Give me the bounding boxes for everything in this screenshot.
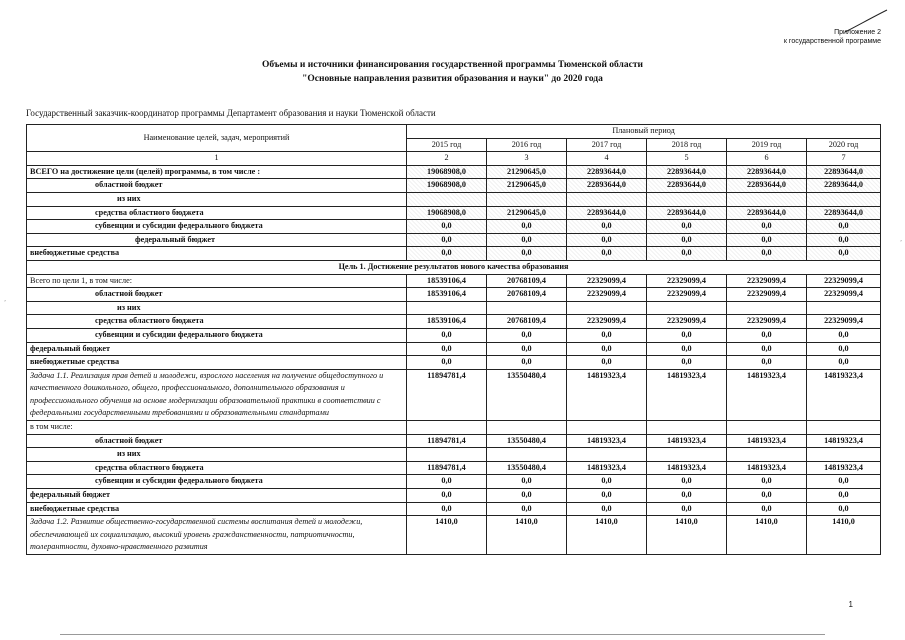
- document-title: [0, 58, 905, 86]
- row-of-which: [27, 192, 881, 206]
- value-cell: 0,0: [727, 489, 807, 503]
- value-cell: 0,0: [407, 220, 487, 234]
- col-number: 4: [567, 152, 647, 166]
- value-cell: 1410,0: [567, 516, 647, 555]
- value-cell: [727, 448, 807, 462]
- value-cell: 0,0: [807, 475, 881, 489]
- value-cell: 0,0: [727, 247, 807, 261]
- value-cell: 22329099,4: [727, 274, 807, 288]
- value-cell: 0,0: [567, 475, 647, 489]
- value-cell: 0,0: [647, 356, 727, 370]
- row-federal-budget: [27, 489, 881, 503]
- value-cell: [567, 448, 647, 462]
- program-customer: Государственный заказчик-координатор программы Департамент образования и науки Тюменской области: [26, 108, 436, 118]
- value-cell: 0,0: [647, 233, 727, 247]
- value-cell: [487, 421, 567, 435]
- value-cell: 0,0: [647, 247, 727, 261]
- row-label: средства областного бюджета: [27, 461, 407, 475]
- value-cell: 0,0: [807, 356, 881, 370]
- appendix-line2: к государственной программе: [783, 38, 881, 45]
- row-label: Всего по цели 1, в том числе:: [27, 274, 407, 288]
- value-cell: 0,0: [807, 328, 881, 342]
- value-cell: 22329099,4: [567, 274, 647, 288]
- value-cell: 1410,0: [487, 516, 567, 555]
- row-label: из них: [27, 448, 407, 462]
- col-header-year: 2015 год: [407, 138, 487, 152]
- row-label: внебюджетные средства: [27, 356, 407, 370]
- value-cell: 0,0: [807, 502, 881, 516]
- appendix-line1: Приложение 2: [834, 29, 881, 36]
- value-cell: [807, 192, 881, 206]
- value-cell: 22893644,0: [647, 206, 727, 220]
- value-cell: 21290645,0: [487, 179, 567, 193]
- value-cell: 0,0: [647, 475, 727, 489]
- row-regional-funds: [27, 461, 881, 475]
- value-cell: 0,0: [407, 356, 487, 370]
- value-cell: 14819323,4: [807, 369, 881, 420]
- row-regional-budget: [27, 179, 881, 193]
- value-cell: 22893644,0: [647, 179, 727, 193]
- title-line1: Объемы и источники финансирования государственной программы Тюменской области: [261, 60, 643, 70]
- col-header-year: 2018 год: [647, 138, 727, 152]
- row-including: [27, 421, 881, 435]
- col-number: 1: [27, 152, 407, 166]
- value-cell: 22329099,4: [567, 315, 647, 329]
- value-cell: 20768109,4: [487, 288, 567, 302]
- value-cell: 21290645,0: [487, 206, 567, 220]
- value-cell: 14819323,4: [807, 461, 881, 475]
- value-cell: 14819323,4: [727, 434, 807, 448]
- value-cell: 0,0: [487, 342, 567, 356]
- value-cell: 0,0: [567, 342, 647, 356]
- value-cell: [567, 301, 647, 315]
- value-cell: [567, 421, 647, 435]
- row-goal: [27, 260, 881, 274]
- row-label: областной бюджет: [27, 288, 407, 302]
- row-regional-budget: [27, 288, 881, 302]
- value-cell: 0,0: [407, 489, 487, 503]
- value-cell: 22329099,4: [567, 288, 647, 302]
- value-cell: 11894781,4: [407, 369, 487, 420]
- value-cell: 22893644,0: [727, 179, 807, 193]
- value-cell: [487, 448, 567, 462]
- row-label: субвенции и субсидии федерального бюджета: [27, 475, 407, 489]
- value-cell: 14819323,4: [567, 369, 647, 420]
- row-goal-total: [27, 274, 881, 288]
- value-cell: 18539106,4: [407, 274, 487, 288]
- value-cell: 14819323,4: [567, 434, 647, 448]
- value-cell: 0,0: [407, 233, 487, 247]
- value-cell: 13550480,4: [487, 434, 567, 448]
- value-cell: 20768109,4: [487, 274, 567, 288]
- value-cell: 14819323,4: [567, 461, 647, 475]
- value-cell: [407, 448, 487, 462]
- value-cell: 13550480,4: [487, 369, 567, 420]
- value-cell: [647, 448, 727, 462]
- row-federal-budget: [27, 233, 881, 247]
- value-cell: 0,0: [487, 220, 567, 234]
- value-cell: 19068908,0: [407, 179, 487, 193]
- value-cell: 14819323,4: [647, 434, 727, 448]
- row-label: средства областного бюджета: [27, 206, 407, 220]
- value-cell: 14819323,4: [647, 369, 727, 420]
- value-cell: [807, 301, 881, 315]
- appendix-note: [784, 28, 881, 46]
- value-cell: 0,0: [647, 502, 727, 516]
- value-cell: 0,0: [567, 328, 647, 342]
- value-cell: [727, 301, 807, 315]
- row-label: ВСЕГО на достижение цели (целей) программы, в том числе :: [27, 165, 407, 179]
- value-cell: 0,0: [567, 220, 647, 234]
- col-number: 5: [647, 152, 727, 166]
- row-total: [27, 165, 881, 179]
- row-label: федеральный бюджет: [27, 342, 407, 356]
- row-label: федеральный бюджет: [27, 489, 407, 503]
- value-cell: 11894781,4: [407, 434, 487, 448]
- value-cell: 22329099,4: [727, 288, 807, 302]
- value-cell: [647, 301, 727, 315]
- row-label: средства областного бюджета: [27, 315, 407, 329]
- value-cell: 22329099,4: [807, 274, 881, 288]
- col-header-year: 2017 год: [567, 138, 647, 152]
- value-cell: 14819323,4: [727, 461, 807, 475]
- row-label: из них: [27, 301, 407, 315]
- value-cell: 19068908,0: [407, 206, 487, 220]
- row-label: из них: [27, 192, 407, 206]
- value-cell: [487, 301, 567, 315]
- value-cell: 0,0: [487, 489, 567, 503]
- value-cell: [647, 192, 727, 206]
- row-task: [27, 369, 881, 420]
- scan-mark: ʼ: [900, 240, 902, 246]
- row-label: внебюджетные средства: [27, 502, 407, 516]
- value-cell: 0,0: [727, 356, 807, 370]
- col-header-year: 2020 год: [807, 138, 881, 152]
- task-description: Задача 1.1. Реализация прав детей и молодежи, взрослого населения на получение общедоступного и качественного дошкольного, общего, профессионального, дополнительного образования и профессионального обучения на основе модернизации образовательной практики в соответствии с федеральными государственными требованиями и образовательными стандартами: [27, 369, 407, 420]
- value-cell: 13550480,4: [487, 461, 567, 475]
- row-extrabudgetary: [27, 502, 881, 516]
- value-cell: 0,0: [727, 328, 807, 342]
- value-cell: 0,0: [487, 502, 567, 516]
- value-cell: 1410,0: [407, 516, 487, 555]
- value-cell: 22329099,4: [647, 288, 727, 302]
- value-cell: 0,0: [727, 233, 807, 247]
- value-cell: 0,0: [647, 489, 727, 503]
- value-cell: 22329099,4: [647, 274, 727, 288]
- value-cell: 22893644,0: [567, 179, 647, 193]
- value-cell: 0,0: [727, 475, 807, 489]
- row-label: федеральный бюджет: [27, 233, 407, 247]
- value-cell: 22329099,4: [727, 315, 807, 329]
- value-cell: 0,0: [647, 342, 727, 356]
- row-label: субвенции и субсидии федерального бюджета: [27, 220, 407, 234]
- value-cell: [727, 421, 807, 435]
- value-cell: 22893644,0: [567, 165, 647, 179]
- value-cell: 0,0: [567, 502, 647, 516]
- value-cell: [727, 192, 807, 206]
- scan-mark: ʼ: [4, 300, 6, 306]
- row-regional-funds: [27, 206, 881, 220]
- row-federal-budget: [27, 342, 881, 356]
- value-cell: 14819323,4: [727, 369, 807, 420]
- col-number: 6: [727, 152, 807, 166]
- value-cell: 0,0: [487, 356, 567, 370]
- value-cell: 0,0: [487, 475, 567, 489]
- row-extrabudgetary: [27, 247, 881, 261]
- value-cell: [807, 448, 881, 462]
- row-federal-subsidies: [27, 475, 881, 489]
- value-cell: 1410,0: [807, 516, 881, 555]
- col-header-name: Наименование целей, задач, мероприятий: [27, 125, 407, 152]
- value-cell: 22329099,4: [807, 288, 881, 302]
- value-cell: 0,0: [487, 247, 567, 261]
- row-label: областной бюджет: [27, 434, 407, 448]
- value-cell: 22893644,0: [647, 165, 727, 179]
- col-header-year: 2016 год: [487, 138, 567, 152]
- value-cell: [407, 301, 487, 315]
- value-cell: 14819323,4: [647, 461, 727, 475]
- value-cell: 0,0: [487, 328, 567, 342]
- value-cell: [407, 421, 487, 435]
- task-description: Задача 1.2. Развитие общественно-государственной системы воспитания детей и молодежи, обеспечивающей их социализацию, высокий уровень гражданственности, патриотичности, толерантности, духовно-нравственного развития: [27, 516, 407, 555]
- row-label: в том числе:: [27, 421, 407, 435]
- goal-title: Цель 1. Достижение результатов нового качества образования: [27, 260, 881, 274]
- value-cell: 22893644,0: [727, 165, 807, 179]
- value-cell: 0,0: [567, 247, 647, 261]
- value-cell: 0,0: [727, 220, 807, 234]
- value-cell: 14819323,4: [807, 434, 881, 448]
- row-federal-subsidies: [27, 220, 881, 234]
- page-number: 1: [848, 600, 853, 609]
- value-cell: 0,0: [727, 342, 807, 356]
- row-extrabudgetary: [27, 356, 881, 370]
- value-cell: 0,0: [487, 233, 567, 247]
- value-cell: [567, 192, 647, 206]
- value-cell: 11894781,4: [407, 461, 487, 475]
- value-cell: 0,0: [567, 489, 647, 503]
- row-of-which: [27, 448, 881, 462]
- value-cell: 22893644,0: [807, 179, 881, 193]
- value-cell: 0,0: [647, 220, 727, 234]
- value-cell: 20768109,4: [487, 315, 567, 329]
- row-label: областной бюджет: [27, 179, 407, 193]
- row-label: внебюджетные средства: [27, 247, 407, 261]
- value-cell: 0,0: [727, 502, 807, 516]
- row-regional-funds: [27, 315, 881, 329]
- value-cell: 0,0: [807, 220, 881, 234]
- value-cell: 21290645,0: [487, 165, 567, 179]
- value-cell: 22893644,0: [807, 206, 881, 220]
- row-regional-budget: [27, 434, 881, 448]
- value-cell: 0,0: [567, 233, 647, 247]
- financing-table: [26, 124, 881, 555]
- value-cell: 22893644,0: [807, 165, 881, 179]
- value-cell: 0,0: [807, 247, 881, 261]
- value-cell: [407, 192, 487, 206]
- col-number: 2: [407, 152, 487, 166]
- col-number: 3: [487, 152, 567, 166]
- value-cell: 0,0: [407, 502, 487, 516]
- value-cell: [487, 192, 567, 206]
- value-cell: 18539106,4: [407, 288, 487, 302]
- value-cell: 22893644,0: [567, 206, 647, 220]
- value-cell: 0,0: [807, 233, 881, 247]
- value-cell: [807, 421, 881, 435]
- value-cell: 1410,0: [647, 516, 727, 555]
- title-line2: "Основные направления развития образования и науки" до 2020 года: [302, 74, 603, 84]
- value-cell: 18539106,4: [407, 315, 487, 329]
- row-federal-subsidies: [27, 328, 881, 342]
- value-cell: 1410,0: [727, 516, 807, 555]
- value-cell: 0,0: [567, 356, 647, 370]
- value-cell: 0,0: [407, 328, 487, 342]
- value-cell: 22329099,4: [647, 315, 727, 329]
- value-cell: 22329099,4: [807, 315, 881, 329]
- row-label: субвенции и субсидии федерального бюджета: [27, 328, 407, 342]
- value-cell: [647, 421, 727, 435]
- value-cell: 0,0: [407, 342, 487, 356]
- value-cell: 0,0: [647, 328, 727, 342]
- value-cell: 0,0: [807, 489, 881, 503]
- bottom-divider: [60, 634, 825, 635]
- value-cell: 0,0: [407, 475, 487, 489]
- col-header-year: 2019 год: [727, 138, 807, 152]
- value-cell: 19068908,0: [407, 165, 487, 179]
- value-cell: 22893644,0: [727, 206, 807, 220]
- row-task: [27, 516, 881, 555]
- col-number: 7: [807, 152, 881, 166]
- col-header-planned-period: Плановый период: [407, 125, 881, 139]
- value-cell: 0,0: [807, 342, 881, 356]
- value-cell: 0,0: [407, 247, 487, 261]
- row-of-which: [27, 301, 881, 315]
